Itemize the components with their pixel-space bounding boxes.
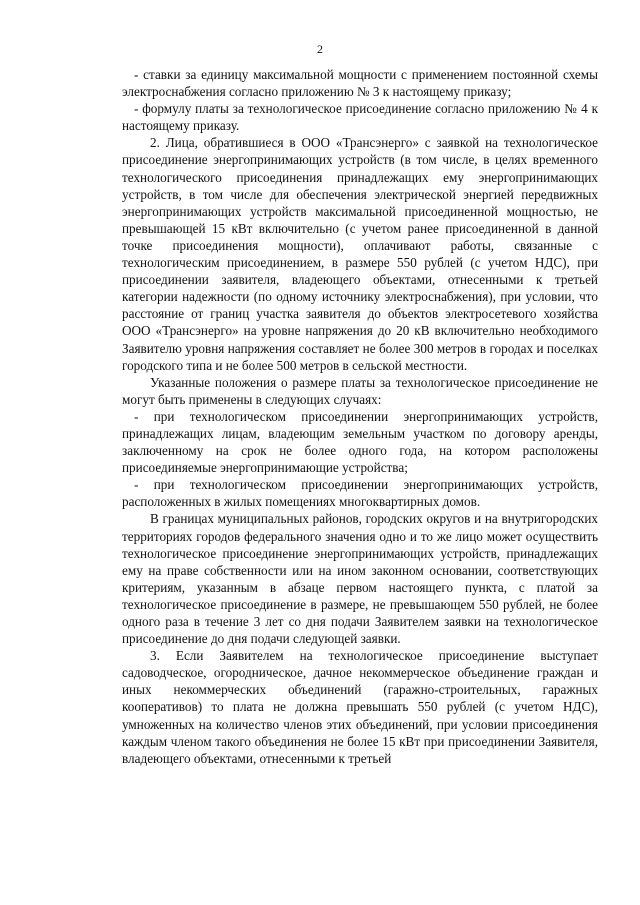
page-number: 2 — [317, 42, 323, 56]
paragraph-fee-formula: - формулу платы за технологическое присоединение согласно приложению № 4 к настоящему приказу. — [122, 101, 598, 134]
paragraph-municipal-limit: В границах муниципальных районов, городских округов и на внутригородских территориях городов федерального значения одно и то же лицо может осуществить технологическое присоединение энергопринимающих устройств, принадлежащих ему на праве собственности или на ином законном основании, соответствующих критериям, указанным в абзаце первом настоящего пункта, с платой за технологическое присоединение в размере, не превышающем 550 рублей, не более одного раза в течение 3 лет со дня подачи Заявителем заявки на технологическое присоединение до дня подачи следующей заявки. — [122, 511, 598, 647]
paragraph-exceptions-intro: Указанные положения о размере платы за технологическое присоединение не могут быть применены в следующих случаях: — [122, 374, 598, 407]
paragraph-item-3: 3. Если Заявителем на технологическое присоединение выступает садоводческое, огородническое, дачное некоммерческое объединение граждан и иных некоммерческих объединений (гаражно-строительных, гаражных кооперативов) то плата не должна превышать 550 рублей (с учетом НДС), умноженных на количество членов этих объединений, при условии присоединения каждым членом такого объединения не более 15 кВт при присоединении Заявителя, владеющего объектами, отнесенными к третьей — [122, 648, 598, 766]
paragraph-exception-apartments: - при технологическом присоединении энергопринимающих устройств, расположенных в жилых помещениях многоквартирных домов. — [122, 477, 598, 510]
document-body — [122, 66, 598, 767]
paragraph-exception-lease: - при технологическом присоединении энергопринимающих устройств, принадлежащих лицам, владеющим земельным участком по договору аренды, заключенному на срок не более одного года, на котором расположены присоединяемые энергопринимающие устройства; — [122, 408, 598, 476]
paragraph-tariff-rate: - ставки за единицу максимальной мощности с применением постоянной схемы электроснабжения согласно приложению № 3 к настоящему приказу; — [122, 67, 598, 100]
paragraph-item-2: 2. Лица, обратившиеся в ООО «Трансэнерго» с заявкой на технологическое присоединение энергопринимающих устройств (в том числе, в целях временного технологического присоединения принадлежащих ему энергопринимающих устройств, в том числе для обеспечения электрической энергией передвижных энергопринимающих устройств максимальной присоединенной мощностью, не превышающей 15 кВт включительно (с учетом ранее присоединенной в данной точке присоединения мощности), оплачивают работы, связанные с технологическим присоединением, в размере 550 рублей (с учетом НДС), при присоединении заявителя, владеющего объектами, отнесенными к третьей категории надежности (по одному источнику электроснабжения), при условии, что расстояние от границ участка заявителя до объектов электросетевого хозяйства ООО «Трансэнерго» на уровне напряжения до 20 кВ включительно необходимого Заявителю уровня напряжения составляет не более 300 метров в городах и поселках городского типа и не более 500 метров в сельской местности. — [122, 135, 598, 373]
